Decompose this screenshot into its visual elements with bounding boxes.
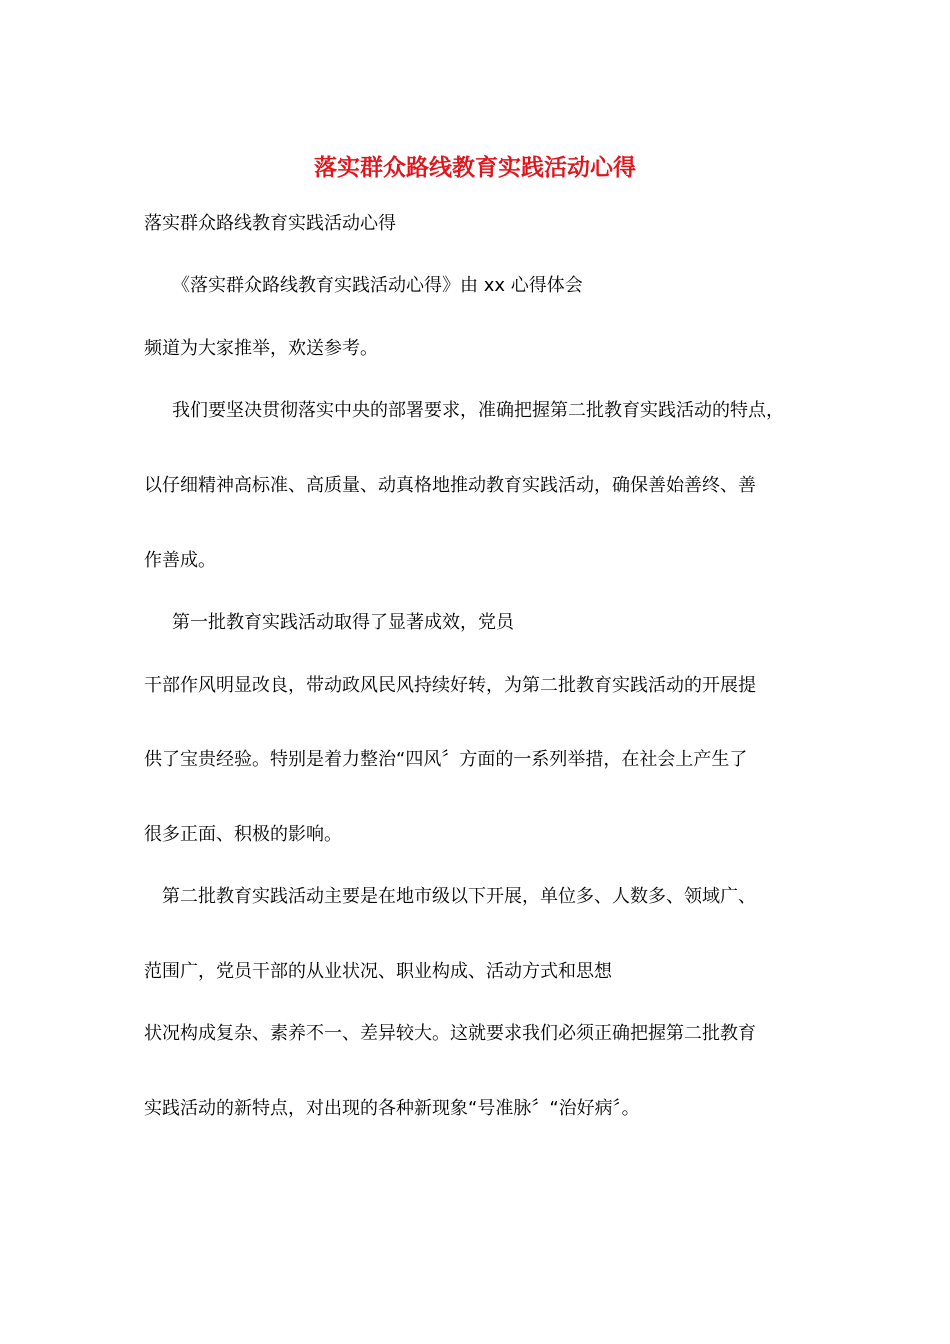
paragraph-line: 实践活动的新特点，对出现的各种新现象“号准脉〞“治好病〞。 [144, 1098, 640, 1119]
paragraph-line: 范围广，党员干部的从业状况、职业构成、活动方式和思想 [144, 961, 612, 982]
paragraph-line: 状况构成复杂、素养不一、差异较大。这就要求我们必须正确把握第二批教育 [144, 1023, 756, 1044]
paragraph-line: 《落实群众路线教育实践活动心得》由 xx 心得体会 [172, 275, 583, 296]
subtitle-line: 落实群众路线教育实践活动心得 [144, 213, 396, 234]
paragraph-line: 供了宝贵经验。特别是着力整治“四风〞方面的一系列举措，在社会上产生了 [144, 749, 748, 770]
paragraph-line: 以仔细精神高标准、高质量、动真格地推动教育实践活动，确保善始善终、善 [144, 475, 756, 496]
paragraph-line: 频道为大家推举，欢送参考。 [144, 338, 378, 359]
paragraph-line: 我们要坚决贯彻落实中央的部署要求，准确把握第二批教育实践活动的特点， [172, 400, 784, 421]
paragraph-line: 很多正面、积极的影响。 [144, 824, 342, 845]
document-title: 落实群众路线教育实践活动心得 [314, 154, 636, 181]
paragraph-line: 干部作风明显改良，带动政风民风持续好转，为第二批教育实践活动的开展提 [144, 675, 756, 696]
paragraph-line: 作善成。 [144, 550, 216, 571]
paragraph-line: 第二批教育实践活动主要是在地市级以下开展，单位多、人数多、领域广、 [162, 886, 756, 907]
paragraph-line: 第一批教育实践活动取得了显著成效，党员 [172, 612, 514, 633]
